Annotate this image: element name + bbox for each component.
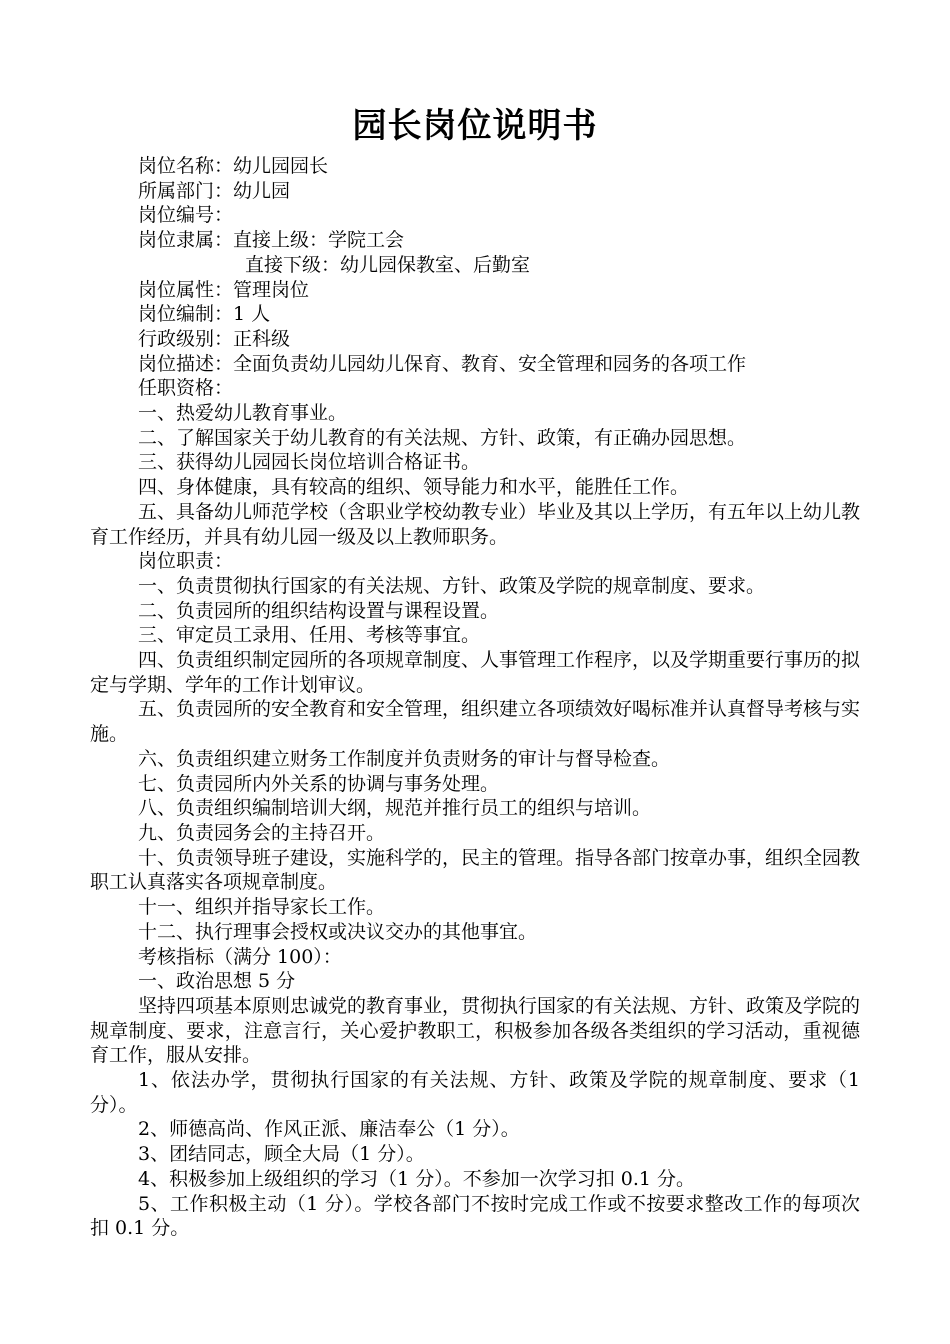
qualification-item: 二、了解国家关于幼儿教育的有关法规、方针、政策，有正确办园思想。 [138, 426, 747, 449]
assessment-item: 4、积极参加上级组织的学习（1 分）。不参加一次学习扣 0.1 分。 [138, 1167, 696, 1190]
assessment-item: 3、团结同志，顾全大局（1 分）。 [138, 1143, 425, 1166]
document-title: 园长岗位说明书 [352, 106, 598, 146]
info-position-quota: 岗位编制：1 人 [138, 303, 271, 326]
info-position-number: 岗位编号： [138, 204, 234, 227]
qualification-item: 五、具备幼儿师范学校（含职业学校幼教专业）毕业及其以上学历，有五年以上幼儿教育工作经历，并具有幼儿园一级及以上教师职务。 [90, 500, 861, 548]
info-position-name: 岗位名称：幼儿园园长 [138, 155, 329, 177]
duty-item: 八、负责组织编制培训大纲，规范并推行员工的组织与培训。 [138, 797, 652, 820]
duty-item: 四、负责组织制定园所的各项规章制度、人事管理工作程序，以及学期重要行事历的拟定与学期、学年的工作计划审议。 [90, 649, 861, 696]
assessment-section-political: 一、政治思想 5 分 [138, 970, 296, 993]
duty-item: 五、负责园所的安全教育和安全管理，组织建立各项绩效好喝标准并认真督导考核与实施。 [90, 698, 861, 746]
info-position-description: 岗位描述：全面负责幼儿园幼儿保育、教育、安全管理和园务的各项工作 [138, 352, 747, 375]
assessment-item: 5、工作积极主动（1 分）。学校各部门不按时完成工作或不按要求整改工作的每项次扣 0.1 分。 [90, 1192, 860, 1240]
info-direct-subordinate: 直接下级：幼儿园保教室、后勤室 [245, 253, 531, 276]
duty-item: 三、审定员工录用、任用、考核等事宜。 [138, 624, 481, 647]
duty-item: 十二、执行理事会授权或决议交办的其他事宜。 [138, 920, 538, 943]
duty-item: 七、负责园所内外关系的协调与事务处理。 [138, 772, 500, 795]
qualification-item: 三、获得幼儿园园长岗位培训合格证书。 [138, 451, 481, 474]
info-department: 所属部门：幼儿园 [138, 179, 291, 202]
duty-item: 十、负责领导班子建设，实施科学的，民主的管理。指导各部门按章办事，组织全园教职工认真落实各项规章制度。 [90, 846, 861, 894]
assessment-item: 2、师德高尚、作风正派、廉洁奉公（1 分）。 [138, 1118, 520, 1141]
qualification-item: 四、身体健康，具有较高的组织、领导能力和水平，能胜任工作。 [138, 476, 690, 499]
duty-item: 十一、组织并指导家长工作。 [138, 896, 386, 919]
duty-item: 六、负责组织建立财务工作制度并负责财务的审计与督导检查。 [138, 747, 671, 770]
qualification-item: 一、热爱幼儿教育事业。 [138, 402, 348, 425]
info-admin-level: 行政级别：正科级 [138, 327, 291, 350]
duty-item: 一、负责贯彻执行国家的有关法规、方针、政策及学院的规章制度、要求。 [138, 574, 766, 597]
info-direct-superior: 岗位隶属：直接上级：学院工会 [138, 229, 405, 252]
qualifications-heading: 任职资格： [138, 377, 234, 400]
duty-item: 二、负责园所的组织结构设置与课程设置。 [138, 599, 500, 622]
duty-item: 九、负责园务会的主持召开。 [138, 821, 386, 844]
duties-heading: 岗位职责： [138, 550, 234, 573]
info-position-attribute: 岗位属性：管理岗位 [138, 278, 310, 301]
document-page [90, 98, 860, 1241]
assessment-section-description: 坚持四项基本原则忠诚党的教育事业，贯彻执行国家的有关法规、方针、政策及学院的规章制度、要求，注意言行，关心爱护教职工，积极参加各级各类组织的学习活动，重视德育工作，服从安排。 [90, 994, 861, 1067]
assessment-item: 1、依法办学，贯彻执行国家的有关法规、方针、政策及学院的规章制度、要求（1 分）。 [90, 1069, 860, 1116]
assessment-heading: 考核指标（满分 100）： [138, 945, 342, 968]
